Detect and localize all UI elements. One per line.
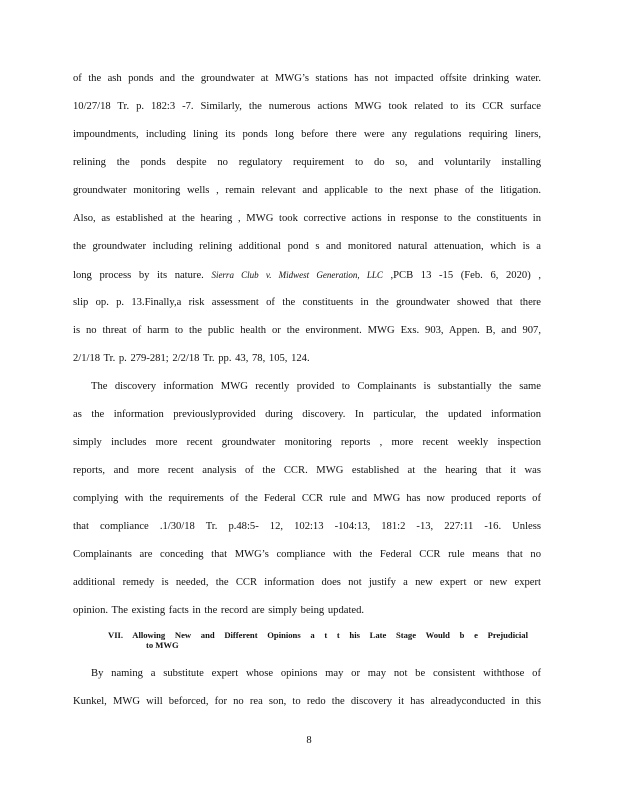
text-line: 2/1/18 Tr. p. 279-281; 2/2/18 Tr. pp. 43, 78, 105, 124. (73, 353, 310, 364)
paragraph-ash-ponds (73, 72, 541, 380)
text-line: relining the ponds despite no regulatory requirement to do so, and voluntarily installing (73, 157, 541, 168)
page-number: 8 (306, 735, 312, 746)
text-line: of the ash ponds and the groundwater at MWG’s stations has not impacted offsite drinking water. (73, 73, 541, 84)
paragraph-substitute-expert (73, 667, 541, 723)
section-heading-line: VII. Allowing New and Different Opinions a t t his Late Stage Would b e Prejudicial (108, 630, 528, 640)
text-fragment: ,PCB 13 -15 (Feb. 6, 2020) , (390, 270, 541, 281)
text-line: Also, as established at the hearing , MWG took corrective actions in response to the constituents in (73, 213, 541, 224)
text-line: Complainants are conceding that MWG’s compliance with the Federal CCR rule means that no (73, 549, 541, 560)
text-line: opinion. The existing facts in the record are simply being updated. (73, 605, 365, 616)
text-line: complying with the requirements of the Federal CCR rule and MWG has now produced reports of (73, 493, 541, 504)
section-heading (108, 630, 528, 650)
text-line: Kunkel, MWG will beforced, for no rea son, to redo the discovery it has alreadyconducted in this (73, 696, 541, 707)
section-heading-line: to MWG (146, 640, 179, 650)
case-citation: Sierra Club v. Midwest Generation, LLC (211, 270, 383, 280)
text-fragment: long process by its nature. (73, 270, 204, 281)
text-line: additional remedy is needed, the CCR information does not justify a new expert or new expert (73, 577, 541, 588)
text-line: By naming a substitute expert whose opinions may or may not be consistent withthose of (91, 668, 541, 679)
text-line: simply includes more recent groundwater monitoring reports , more recent weekly inspection (73, 437, 541, 448)
text-line: 10/27/18 Tr. p. 182:3 -7. Similarly, the numerous actions MWG took related to its CCR surface (73, 101, 541, 112)
text-line: the groundwater including relining additional pond s and monitored natural attenuation, which is a (73, 241, 541, 252)
text-line: slip op. p. 13.Finally,a risk assessment of the constituents in the groundwater showed that there (73, 297, 541, 308)
text-line: The discovery information MWG recently provided to Complainants is substantially the same (91, 381, 541, 392)
text-line-with-citation (73, 268, 541, 296)
paragraph-discovery-information (73, 380, 541, 632)
text-line: as the information previouslyprovided during discovery. In particular, the updated information (73, 409, 541, 420)
text-line: that compliance .1/30/18 Tr. p.48:5- 12, 102:13 -104:13, 181:2 -13, 227:11 -16. Unless (73, 521, 541, 532)
text-line: reports, and more recent analysis of the CCR. MWG established at the hearing that it was (73, 465, 541, 476)
text-line: groundwater monitoring wells , remain relevant and applicable to the next phase of the litigation. (73, 185, 541, 196)
text-line: impoundments, including lining its ponds long before there were any regulations requiring liners, (73, 129, 541, 140)
text-line: is no threat of harm to the public health or the environment. MWG Exs. 903, Appen. B, and 907, (73, 325, 541, 336)
